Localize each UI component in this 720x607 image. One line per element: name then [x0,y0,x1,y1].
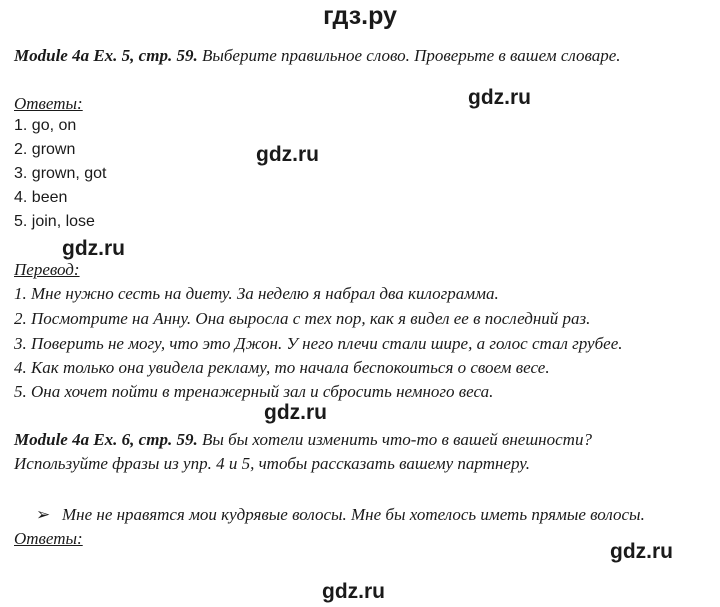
translation-line: 3. Поверить не могу, что это Джон. У него плечи стали шире, а голос стал грубее. [14,334,623,353]
watermark: gdz.ru [264,401,327,424]
ex6-ref: Module 4a Ex. 6, стр. 59. [14,430,198,449]
watermark: gdz.ru [62,237,125,260]
ex6-answers-heading: Ответы: [14,529,83,548]
arrow-bullet-icon: ➢ [36,505,51,524]
answer-item: 4. been [14,189,68,206]
watermark: gdz.ru [468,86,531,109]
answer-item: 2. grown [14,141,76,158]
watermark: gdz.ru [322,580,385,603]
ex5-translation-heading: Перевод: [14,260,80,279]
ex5-task [14,44,621,68]
translation-line: 2. Посмотрите на Анну. Она выросла с тех пор, как я видел ее в последний раз. [14,309,591,328]
ex6-task [14,428,592,452]
ex6-bullet [36,505,645,525]
translation-line: 5. Она хочет пойти в тренажерный зал и сбросить немного веса. [14,382,494,401]
translation-line: 1. Мне нужно сесть на диету. За неделю я набрал два килограмма. [14,284,499,303]
ex6-instruction-line2: Используйте фразы из упр. 4 и 5, чтобы рассказать вашему партнеру. [14,454,530,473]
ex5-answers-heading: Ответы: [14,94,83,113]
site-header: гдз.ру [323,2,397,30]
translation-line: 4. Как только она увидела рекламу, то начала беспокоиться о своем весе. [14,358,550,377]
answer-item: 3. grown, got [14,165,107,182]
watermark: gdz.ru [610,540,673,563]
ex5-ref: Module 4a Ex. 5, стр. 59. [14,46,198,65]
ex6-instruction-line1: Вы бы хотели изменить что-то в вашей внешности? [197,430,592,449]
ex6-bullet-text: Мне не нравятся мои кудрявые волосы. Мне бы хотелось иметь прямые волосы. [62,505,645,524]
watermark: gdz.ru [256,143,319,166]
answer-item: 1. go, on [14,117,77,134]
answer-item: 5. join, lose [14,213,95,230]
ex5-instruction: Выберите правильное слово. Проверьте в вашем словаре. [197,46,621,65]
